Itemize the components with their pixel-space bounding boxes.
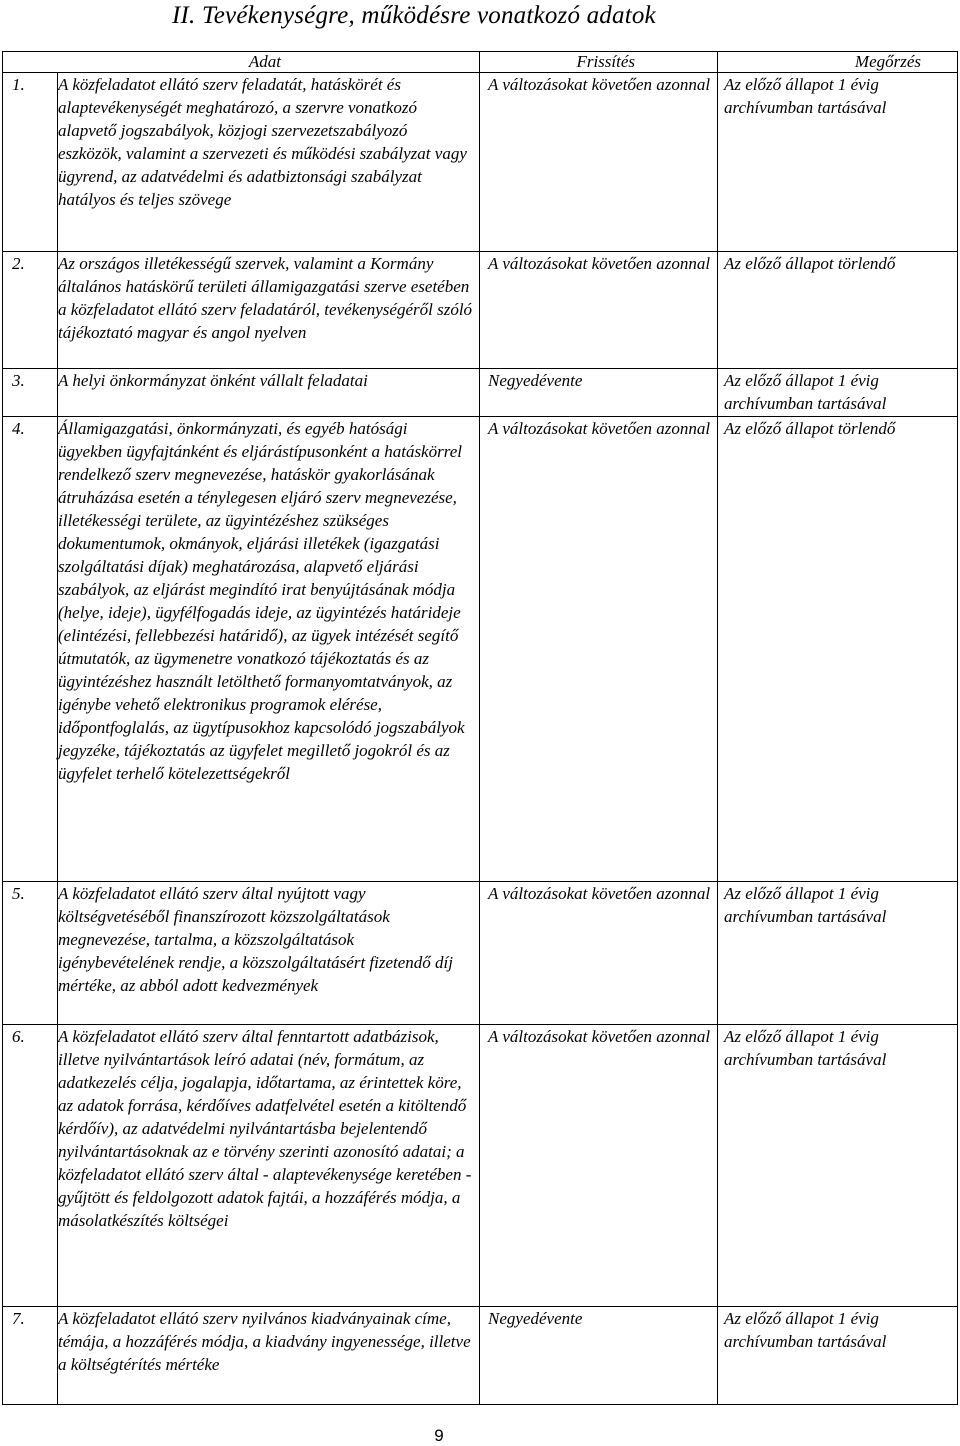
row-frissites: A változásokat követően azonnal	[480, 252, 718, 369]
row-adat: Államigazgatási, önkormányzati, és egyéb hatósági ügyekben ügyfajtánként és eljárástípusonként a hatáskörrel rendelkező szerv megnevezése, hatáskör gyakorlásának átruházása esetén a ténylegesen eljáró szerv megnevezése, illetékességi területe, az ügyintézéshez szükséges dokumentumok, okmányok, eljárási illetékek (igazgatási szolgáltatási díjak) meghatározása, alapvető eljárási szabályok, az eljárást megindító irat benyújtásának módja (helye, ideje), ügyfélfogadás ideje, az ügyintézés határideje (elintézési, fellebbezési határidő), az ügyek intézését segítő útmutatók, az ügymenetre vonatkozó tájékoztatás és az ügyintézéshez használt letölthető formanyomtatványok, az igénybe vehető elektronikus programok elérése, időpontfoglalás, az ügytípusokhoz kapcsolódó jogszabályok jegyzéke, tájékoztatás az ügyfelet megillető jogokról és az ügyfelet terhelő kötelezettségekről	[58, 417, 480, 882]
page-number: 9	[434, 1426, 444, 1445]
row-number: 3.	[3, 369, 58, 417]
row-adat: Az országos illetékességű szervek, valamint a Kormány általános hatáskörű területi államigazgatási szerve esetében a közfeladatot ellátó szerv feladatáról, tevékenységéről szóló tájékoztató magyar és angol nyelven	[58, 252, 480, 369]
header-frissites: Frissítés	[480, 52, 718, 73]
table-row	[3, 882, 958, 1025]
table-row	[3, 369, 958, 417]
table-row	[3, 417, 958, 882]
row-frissites: A változásokat követően azonnal	[480, 417, 718, 882]
row-adat: A közfeladatot ellátó szerv feladatát, hatáskörét és alaptevékenységét meghatározó, a szervre vonatkozó alapvető jogszabályok, közjogi szervezetszabályozó eszközök, valamint a szervezeti és működési szabályzat vagy ügyrend, az adatvédelmi és adatbiztonsági szabályzat hatályos és teljes szövege	[58, 73, 480, 252]
table-row	[3, 1025, 958, 1307]
row-adat: A közfeladatot ellátó szerv által fenntartott adatbázisok, illetve nyilvántartások leíró adatai (név, formátum, az adatkezelés célja, jogalapja, időtartama, az érintettek köre, az adatok forrása, kérdőíves adatfelvétel esetén a kitöltendő kérdőív), az adatvédelmi nyilvántartásba bejelentendő nyilvántartásoknak az e törvény szerinti azonosító adatai; a közfeladatot ellátó szerv által - alaptevékenysége keretében - gyűjtött és feldolgozott adatok fajtái, a hozzáférés módja, a másolatkészítés költségei	[58, 1025, 480, 1307]
row-number: 7.	[3, 1307, 58, 1405]
table-row	[3, 73, 958, 252]
row-frissites: Negyedévente	[480, 1307, 718, 1405]
row-megorzes: Az előző állapot törlendő	[718, 252, 958, 369]
header-adat: Adat	[3, 52, 480, 73]
row-megorzes: Az előző állapot 1 évig archívumban tartásával	[718, 882, 958, 1025]
row-adat: A közfeladatot ellátó szerv által nyújtott vagy költségvetéséből finanszírozott közszolgáltatások megnevezése, tartalma, a közszolgáltatások igénybevételének rendje, a közszolgáltatásért fizetendő díj mértéke, az abból adott kedvezmények	[58, 882, 480, 1025]
row-number: 1.	[3, 73, 58, 252]
section-title: II. Tevékenységre, működésre vonatkozó adatok	[172, 2, 656, 29]
row-megorzes: Az előző állapot 1 évig archívumban tartásával	[718, 369, 958, 417]
table-row	[3, 252, 958, 369]
row-frissites: A változásokat követően azonnal	[480, 73, 718, 252]
row-number: 2.	[3, 252, 58, 369]
row-frissites: A változásokat követően azonnal	[480, 882, 718, 1025]
row-adat: A közfeladatot ellátó szerv nyilvános kiadványainak címe, témája, a hozzáférés módja, a kiadvány ingyenessége, illetve a költségtérítés mértéke	[58, 1307, 480, 1405]
row-number: 6.	[3, 1025, 58, 1307]
data-table	[2, 51, 958, 1405]
row-megorzes: Az előző állapot 1 évig archívumban tartásával	[718, 1025, 958, 1307]
row-frissites: Negyedévente	[480, 369, 718, 417]
header-megorzes: Megőrzés	[718, 52, 958, 73]
row-megorzes: Az előző állapot törlendő	[718, 417, 958, 882]
row-megorzes: Az előző állapot 1 évig archívumban tartásával	[718, 1307, 958, 1405]
row-megorzes: Az előző állapot 1 évig archívumban tartásával	[718, 73, 958, 252]
row-frissites: A változásokat követően azonnal	[480, 1025, 718, 1307]
row-number: 4.	[3, 417, 58, 882]
row-number: 5.	[3, 882, 58, 1025]
row-adat: A helyi önkormányzat önként vállalt feladatai	[58, 369, 480, 417]
table-row	[3, 1307, 958, 1405]
table-header-row	[3, 52, 958, 73]
